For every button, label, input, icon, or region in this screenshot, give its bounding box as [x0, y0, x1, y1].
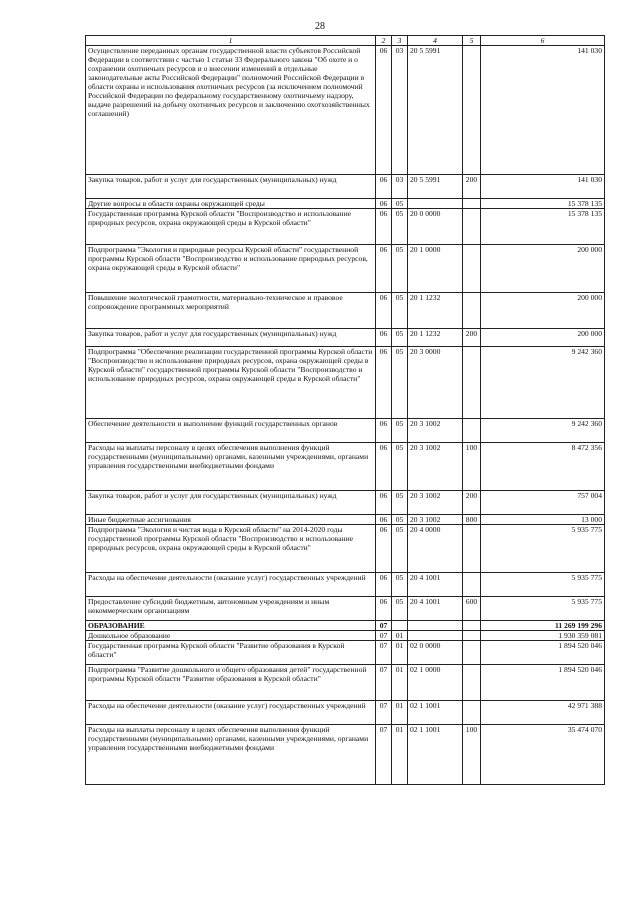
row-subsection: 05: [392, 199, 408, 209]
row-amount: 42 971 388: [481, 701, 605, 725]
row-expense-type: [463, 641, 481, 665]
row-expense-type: [463, 293, 481, 329]
table-row: [86, 245, 605, 293]
row-name: Обеспечение деятельности и выполнение функций государственных органов: [86, 419, 376, 443]
table-row: [86, 443, 605, 491]
row-name: Иные бюджетные ассигнования: [86, 515, 376, 525]
row-target-article: 20 1 1232: [408, 329, 463, 347]
row-amount: 1 894 520 046: [481, 641, 605, 665]
row-expense-type: 100: [463, 725, 481, 785]
row-amount: 15 378 135: [481, 209, 605, 245]
row-expense-type: [463, 419, 481, 443]
row-name: Подпрограмма "Экология и природные ресурсы Курской области" государственной программы Курской области "Воспроизводство и использование природных ресурсов, охрана окружающей среды в Курской области": [86, 245, 376, 293]
row-expense-type: [463, 525, 481, 573]
row-subsection: 03: [392, 175, 408, 199]
row-subsection: 05: [392, 245, 408, 293]
table-row: [86, 329, 605, 347]
row-target-article: 20 5 5991: [408, 46, 463, 175]
table-row: [86, 641, 605, 665]
col-header-3: 3: [392, 36, 408, 46]
row-section: 06: [376, 209, 392, 245]
row-name: Расходы на обеспечение деятельности (оказание услуг) государственных учреждений: [86, 573, 376, 597]
row-target-article: 02 1 1001: [408, 701, 463, 725]
row-target-article: 20 0 0000: [408, 209, 463, 245]
row-expense-type: [463, 631, 481, 641]
row-subsection: 05: [392, 347, 408, 419]
table-row: [86, 725, 605, 785]
row-name: Повышение экологической грамотности, материально-техническое и правовое сопровождение программных мероприятий: [86, 293, 376, 329]
row-target-article: 02 1 0000: [408, 665, 463, 701]
page-number: 28: [315, 21, 325, 32]
table-row: [86, 621, 605, 631]
table-row: [86, 199, 605, 209]
row-section: 06: [376, 46, 392, 175]
row-name: Закупка товаров, работ и услуг для государственных (муниципальных) нужд: [86, 491, 376, 515]
row-subsection: 03: [392, 46, 408, 175]
table-row: [86, 175, 605, 199]
row-amount: 1 930 359 081: [481, 631, 605, 641]
table-row: [86, 573, 605, 597]
row-subsection: 01: [392, 665, 408, 701]
table-row: [86, 515, 605, 525]
row-target-article: 02 1 1001: [408, 725, 463, 785]
row-expense-type: 200: [463, 175, 481, 199]
row-name: Подпрограмма "Экология и чистая вода в Курской области" на 2014-2020 годы государственной программы Курской области "Воспроизводство и использование природных ресурсов, охрана окружающей среды в Курской области": [86, 525, 376, 573]
row-name: Расходы на обеспечение деятельности (оказание услуг) государственных учреждений: [86, 701, 376, 725]
col-header-5: 5: [463, 36, 481, 46]
row-amount: 200 000: [481, 245, 605, 293]
row-amount: 5 935 775: [481, 597, 605, 621]
row-expense-type: 800: [463, 515, 481, 525]
row-section: 07: [376, 665, 392, 701]
row-target-article: 20 1 1232: [408, 293, 463, 329]
row-subsection: 05: [392, 209, 408, 245]
row-section: 06: [376, 347, 392, 419]
row-expense-type: 200: [463, 329, 481, 347]
table-row: [86, 665, 605, 701]
row-section: 07: [376, 701, 392, 725]
col-header-4: 4: [408, 36, 463, 46]
header-row: [86, 36, 605, 46]
row-amount: 5 935 775: [481, 525, 605, 573]
row-subsection: 05: [392, 443, 408, 491]
row-amount: 9 242 360: [481, 419, 605, 443]
row-section: 06: [376, 443, 392, 491]
row-amount: 13 000: [481, 515, 605, 525]
col-header-2: 2: [376, 36, 392, 46]
row-name: Предоставление субсидий бюджетным, автономным учреждениям и иным некоммерческим организациям: [86, 597, 376, 621]
row-expense-type: [463, 199, 481, 209]
row-target-article: 20 3 1002: [408, 419, 463, 443]
row-target-article: [408, 631, 463, 641]
row-name: Другие вопросы в области охраны окружающей среды: [86, 199, 376, 209]
row-name: Расходы на выплаты персоналу в целях обеспечения выполнения функций государственными (муниципальными) органами, казенными учреждениями, органами управления государственными внебюджетными фондами: [86, 725, 376, 785]
row-section: 07: [376, 631, 392, 641]
row-subsection: [392, 621, 408, 631]
row-subsection: 05: [392, 329, 408, 347]
row-expense-type: [463, 46, 481, 175]
row-expense-type: [463, 347, 481, 419]
budget-table: [85, 35, 605, 785]
row-amount: 11 269 199 296: [481, 621, 605, 631]
table-row: [86, 419, 605, 443]
row-section: 06: [376, 245, 392, 293]
row-name: Осуществление переданных органам государственной власти субъектов Российской Федерации в соответствии с частью 1 статьи 33 Федерального закона "Об охоте и о сохранении охотничьих ресурсов и о внесении изменений в отдельные законодательные акты Российской Федерации" полномочий Российской Федерации в области охраны и использования охотничьих ресурсов (за исключением полномочий Российской Федерации по федеральному государственному охотничьему надзору, выдаче разрешений на добычу охотничьих ресурсов и заключению охотхозяйственных соглашений): [86, 46, 376, 175]
row-target-article: 20 4 0000: [408, 525, 463, 573]
row-name: Подпрограмма "Обеспечение реализации государственной программы Курской области "Воспроизводство и использование природных ресурсов, охрана окружающей среды в Курской области" государственной программы Курской области "Воспроизводство и использование природных ресурсов, охрана окружающей среды в Курской области": [86, 347, 376, 419]
row-target-article: [408, 621, 463, 631]
table-row: [86, 631, 605, 641]
row-name: Государственная программа Курской области "Воспроизводство и использование природных ресурсов, охрана окружающей среды в Курской области": [86, 209, 376, 245]
row-subsection: 01: [392, 641, 408, 665]
row-section: 06: [376, 293, 392, 329]
row-section: 06: [376, 597, 392, 621]
row-amount: 1 894 520 046: [481, 665, 605, 701]
col-header-6: 6: [481, 36, 605, 46]
table-body: [86, 36, 605, 785]
row-section: 06: [376, 573, 392, 597]
row-amount: 8 472 356: [481, 443, 605, 491]
row-subsection: 05: [392, 491, 408, 515]
row-expense-type: [463, 701, 481, 725]
row-name: ОБРАЗОВАНИЕ: [86, 621, 376, 631]
row-expense-type: 600: [463, 597, 481, 621]
row-subsection: 05: [392, 573, 408, 597]
row-target-article: 20 1 0000: [408, 245, 463, 293]
row-amount: 757 004: [481, 491, 605, 515]
table-row: [86, 597, 605, 621]
table-row: [86, 293, 605, 329]
row-amount: 200 000: [481, 293, 605, 329]
row-section: 06: [376, 329, 392, 347]
row-section: 07: [376, 725, 392, 785]
table-row: [86, 525, 605, 573]
row-subsection: 05: [392, 293, 408, 329]
table-row: [86, 46, 605, 175]
row-section: 06: [376, 175, 392, 199]
row-amount: 35 474 070: [481, 725, 605, 785]
row-amount: 5 935 775: [481, 573, 605, 597]
row-target-article: 02 0 0000: [408, 641, 463, 665]
row-target-article: 20 3 1002: [408, 515, 463, 525]
row-section: 06: [376, 525, 392, 573]
row-subsection: 05: [392, 525, 408, 573]
table-row: [86, 209, 605, 245]
row-subsection: 01: [392, 631, 408, 641]
row-amount: 9 242 360: [481, 347, 605, 419]
row-section: 06: [376, 199, 392, 209]
row-section: 06: [376, 491, 392, 515]
row-expense-type: [463, 665, 481, 701]
row-name: Государственная программа Курской области "Развитие образования в Курской области": [86, 641, 376, 665]
row-name: Закупка товаров, работ и услуг для государственных (муниципальных) нужд: [86, 175, 376, 199]
row-amount: 141 030: [481, 175, 605, 199]
row-expense-type: [463, 209, 481, 245]
row-section: 06: [376, 515, 392, 525]
row-section: 06: [376, 419, 392, 443]
row-amount: 141 030: [481, 46, 605, 175]
row-target-article: [408, 199, 463, 209]
row-subsection: 05: [392, 597, 408, 621]
table-row: [86, 347, 605, 419]
row-target-article: 20 4 1001: [408, 573, 463, 597]
row-target-article: 20 3 1002: [408, 491, 463, 515]
row-subsection: 01: [392, 725, 408, 785]
row-target-article: 20 3 0000: [408, 347, 463, 419]
row-target-article: 20 4 1001: [408, 597, 463, 621]
row-section: 07: [376, 621, 392, 631]
row-name: Дошкольное образование: [86, 631, 376, 641]
row-name: Закупка товаров, работ и услуг для государственных (муниципальных) нужд: [86, 329, 376, 347]
row-target-article: 20 3 1002: [408, 443, 463, 491]
row-section: 07: [376, 641, 392, 665]
row-expense-type: [463, 573, 481, 597]
row-name: Расходы на выплаты персоналу в целях обеспечения выполнения функций государственными (муниципальными) органами, казенными учреждениями, органами управления государственными внебюджетными фондами: [86, 443, 376, 491]
row-amount: 15 378 135: [481, 199, 605, 209]
row-subsection: 01: [392, 701, 408, 725]
row-amount: 200 000: [481, 329, 605, 347]
row-expense-type: [463, 621, 481, 631]
row-expense-type: 200: [463, 491, 481, 515]
table-row: [86, 701, 605, 725]
row-subsection: 05: [392, 419, 408, 443]
row-expense-type: [463, 245, 481, 293]
row-name: Подпрограмма "Развитие дошкольного и общего образования детей" государственной программы Курской области "Развитие образования в Курской области": [86, 665, 376, 701]
row-target-article: 20 5 5991: [408, 175, 463, 199]
table-row: [86, 491, 605, 515]
col-header-1: 1: [86, 36, 376, 46]
row-subsection: 05: [392, 515, 408, 525]
row-expense-type: 100: [463, 443, 481, 491]
